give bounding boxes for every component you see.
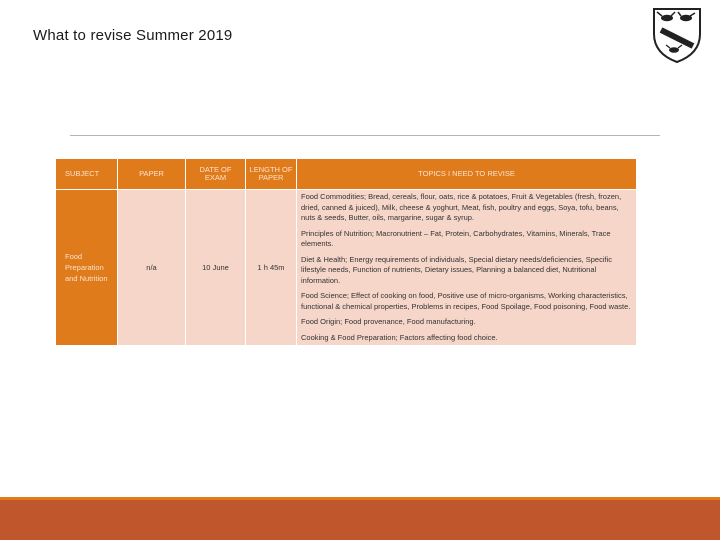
subject-cell: Food Preparation and Nutrition — [56, 190, 118, 346]
length-cell: 1 h 45m — [246, 190, 297, 346]
date-cell: 10 June — [186, 190, 246, 346]
topic-cooking-food-preparation: Cooking & Food Preparation; Factors affecting food choice. — [301, 332, 498, 342]
table-row — [56, 190, 637, 346]
header-paper: PAPER — [118, 159, 186, 190]
header-topics: TOPICS I NEED TO REVISE — [297, 159, 637, 190]
header-date: DATE OF EXAM — [186, 159, 246, 190]
divider-rule — [70, 135, 660, 136]
slide-title: What to revise Summer 2019 — [33, 27, 233, 44]
revision-table — [55, 158, 637, 346]
school-crest-icon — [651, 6, 703, 64]
topic-food-origin: Food Origin; Food provenance, Food manufacturing. — [301, 317, 476, 326]
topic-diet-and-health: Diet & Health; Energy requirements of individuals, Special dietary needs/deficiencies, Specific lifestyle needs, Function of nutrients, Dietary issues, Planning a balanced diet, Nutritional information. — [301, 254, 612, 285]
header-length: LENGTH OF PAPER — [246, 159, 297, 190]
paper-cell: n/a — [118, 190, 186, 346]
topic-principles-of-nutrition: Principles of Nutrition; Macronutrient – Fat, Protein, Carbohydrates, Vitamins, Minerals, Trace elements. — [301, 228, 611, 248]
footer-band — [0, 500, 720, 540]
topics-cell — [297, 190, 637, 346]
table-header-row — [56, 159, 637, 190]
topic-food-science: Food Science; Effect of cooking on food, Positive use of micro-organisms, Working characteristics, functional & chemical properties, Problems in recipes, Food Spoilage, Food poisoning, Food waste. — [301, 291, 631, 311]
topic-food-commodities: Food Commodities; Bread, cereals, flour, oats, rice & potatoes, Fruit & Vegetables (fresh, frozen, dried, canned & juiced), Milk, cheese & yoghurt, Meat, fish, poultry and eggs, Soya, tofu, beans, nuts & seeds, Butter, oils, margarine, sugar & syrup. — [301, 192, 622, 222]
header-subject: SUBJECT — [56, 159, 118, 190]
